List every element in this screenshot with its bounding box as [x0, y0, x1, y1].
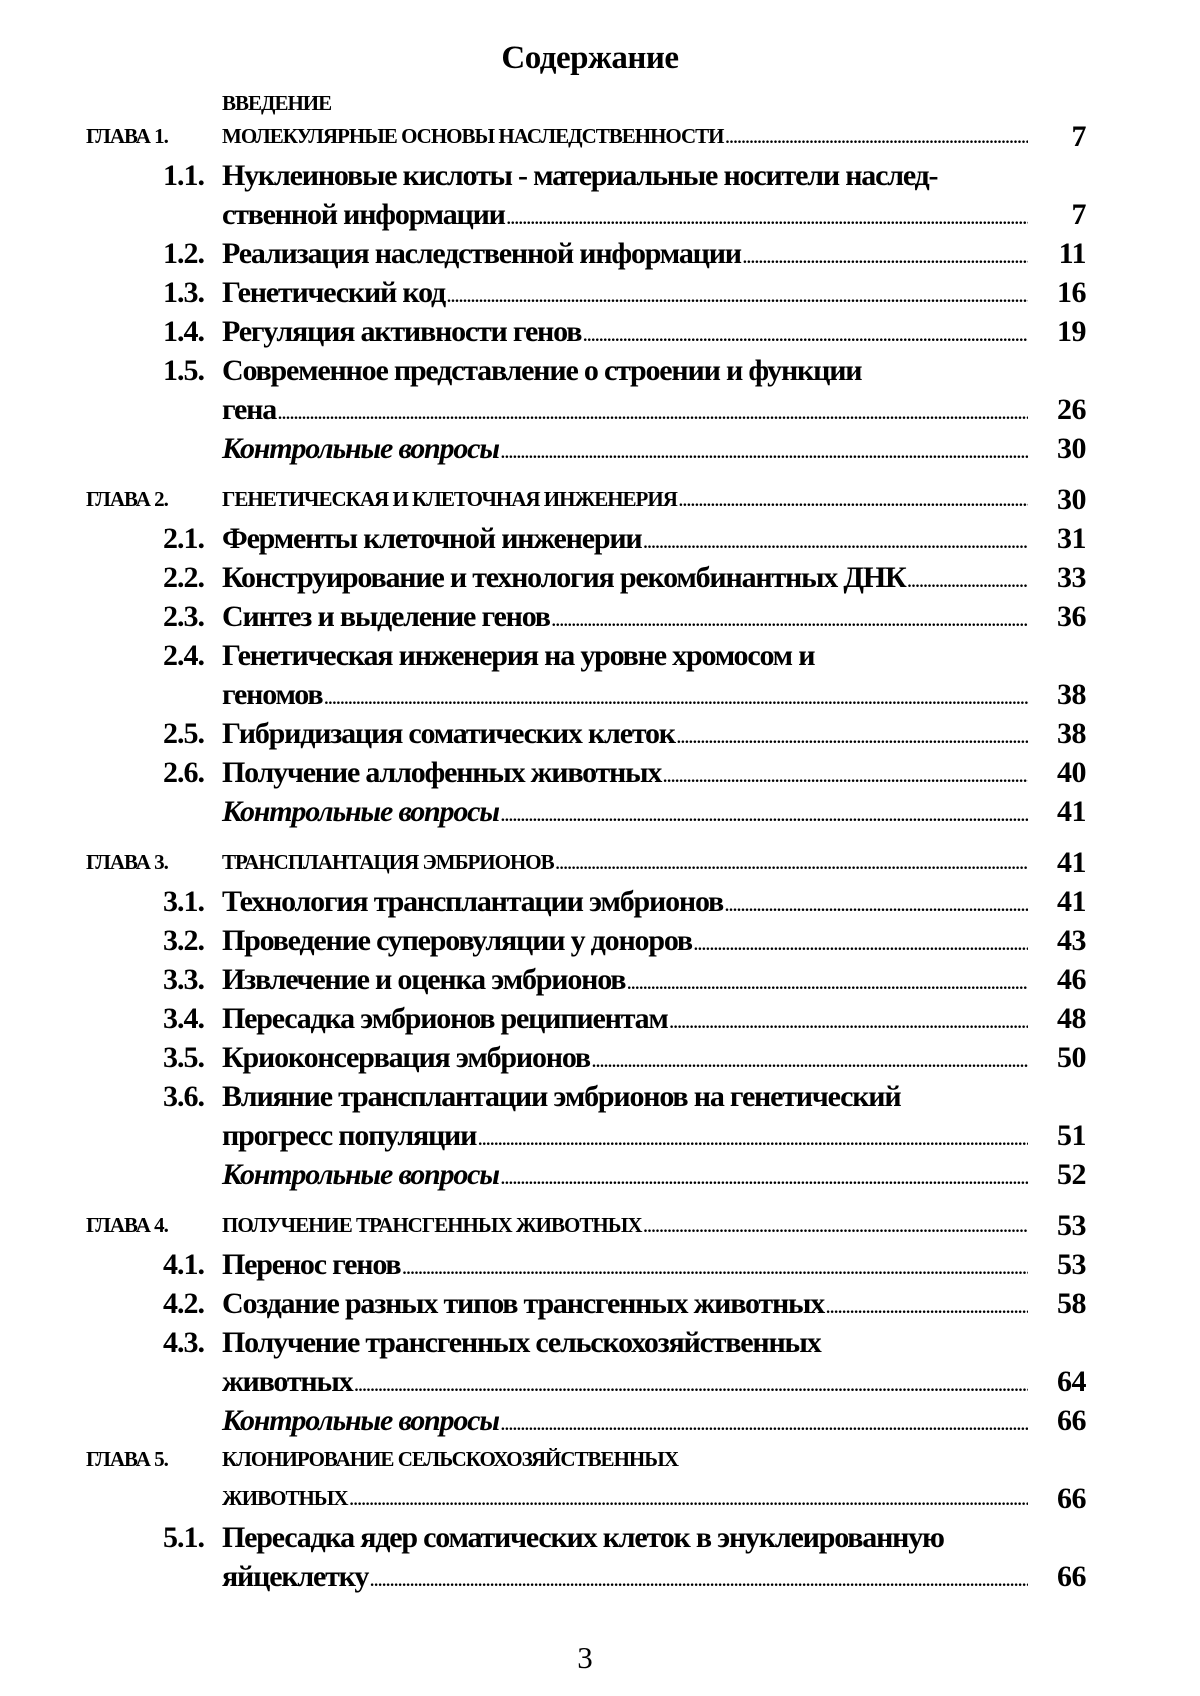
chapter-title: ГЕНЕТИЧЕСКАЯ И КЛЕТОЧНАЯ ИНЖЕНЕРИЯ	[222, 487, 677, 511]
toc-chapter-3[interactable]	[0, 843, 1200, 882]
toc-section-1-1-cont[interactable]	[0, 195, 1200, 234]
table-of-contents	[0, 84, 1200, 1596]
page-ref: 11	[1058, 237, 1086, 270]
section-number: 3.6.	[163, 1080, 204, 1113]
page-ref: 41	[1057, 846, 1086, 879]
page-ref: 51	[1057, 1119, 1086, 1152]
section-title: Извлечение и оценка эмбрионов	[222, 963, 626, 996]
dot-leader	[726, 119, 1028, 158]
section-number: 1.4.	[163, 315, 204, 348]
toc-section-1-2[interactable]	[0, 234, 1200, 273]
toc-section-3-2[interactable]	[0, 921, 1200, 960]
review-label: Контрольные вопросы	[222, 1404, 499, 1437]
toc-section-3-5[interactable]	[0, 1038, 1200, 1077]
page-ref: 66	[1057, 1404, 1086, 1437]
page-ref: 50	[1057, 1041, 1086, 1074]
page-ref: 16	[1057, 276, 1086, 309]
page-ref: 31	[1057, 522, 1086, 555]
page-ref: 64	[1057, 1365, 1086, 1398]
chapter-label: ГЛАВА 3.	[86, 850, 168, 874]
section-number: 1.5.	[163, 354, 204, 387]
page-ref: 19	[1057, 315, 1086, 348]
dot-leader	[370, 1562, 1028, 1601]
page-title: Содержание	[501, 40, 679, 76]
toc-chapter-4[interactable]	[0, 1206, 1200, 1245]
toc-chapter-5[interactable]	[0, 1440, 1200, 1479]
section-number: 5.1.	[163, 1521, 204, 1554]
section-number: 3.4.	[163, 1002, 204, 1035]
section-title: Криоконсервация эмбрионов	[222, 1041, 590, 1074]
page-ref: 41	[1057, 885, 1086, 918]
section-number: 2.1.	[163, 522, 204, 555]
section-title: Создание разных типов трансгенных животных	[222, 1287, 825, 1320]
toc-section-2-4[interactable]	[0, 636, 1200, 675]
dot-leader	[501, 434, 1028, 473]
dot-leader	[556, 845, 1028, 884]
page-ref: 38	[1057, 678, 1086, 711]
chapter-title: ПОЛУЧЕНИЕ ТРАНСГЕННЫХ ЖИВОТНЫХ	[222, 1213, 642, 1237]
toc-review-1[interactable]	[0, 429, 1200, 468]
dot-leader	[350, 1481, 1028, 1520]
section-number: 2.4.	[163, 639, 204, 672]
section-title: Генетическая инженерия на уровне хромосом и	[222, 639, 815, 672]
toc-chapter-2[interactable]	[0, 480, 1200, 519]
toc-review-2[interactable]	[0, 792, 1200, 831]
section-number: 1.2.	[163, 237, 204, 270]
section-title: Получение аллофенных животных	[222, 756, 662, 789]
toc-section-2-1[interactable]	[0, 519, 1200, 558]
page-ref: 52	[1057, 1158, 1086, 1191]
section-title-cont: гена	[222, 393, 277, 426]
page-ref: 53	[1057, 1248, 1086, 1281]
section-number: 3.1.	[163, 885, 204, 918]
toc-section-3-6[interactable]	[0, 1077, 1200, 1116]
dot-leader	[679, 482, 1028, 521]
toc-section-4-2[interactable]	[0, 1284, 1200, 1323]
section-title: Технология трансплантации эмбрионов	[222, 885, 724, 918]
section-title: Синтез и выделение генов	[222, 600, 550, 633]
toc-section-4-3[interactable]	[0, 1323, 1200, 1362]
section-title: Перенос генов	[222, 1248, 401, 1281]
review-label: Контрольные вопросы	[222, 1158, 499, 1191]
toc-section-3-3[interactable]	[0, 960, 1200, 999]
section-title: Влияние трансплантации эмбрионов на генетический	[222, 1080, 901, 1113]
chapter-label: ГЛАВА 1.	[86, 124, 168, 148]
section-title: Современное представление о строении и функции	[222, 354, 862, 387]
toc-section-1-5[interactable]	[0, 351, 1200, 390]
section-number: 3.5.	[163, 1041, 204, 1074]
toc-review-4[interactable]	[0, 1401, 1200, 1440]
section-title: Проведение суперовуляции у доноров	[222, 924, 692, 957]
dot-leader	[643, 1208, 1028, 1247]
toc-section-3-4[interactable]	[0, 999, 1200, 1038]
section-title: Регуляция активности генов	[222, 315, 582, 348]
page-ref: 30	[1057, 432, 1086, 465]
section-title: Генетический код	[222, 276, 446, 309]
page-ref: 36	[1057, 600, 1086, 633]
page-ref: 38	[1057, 717, 1086, 750]
page-ref: 66	[1057, 1560, 1086, 1593]
page-ref: 58	[1057, 1287, 1086, 1320]
section-number: 3.2.	[163, 924, 204, 957]
section-number: 4.1.	[163, 1248, 204, 1281]
toc-chapter-1[interactable]	[0, 117, 1200, 156]
toc-section-1-4[interactable]	[0, 312, 1200, 351]
section-number: 4.2.	[163, 1287, 204, 1320]
toc-section-2-4-cont[interactable]	[0, 675, 1200, 714]
section-title: Пересадка ядер соматических клеток в энуклеированную	[222, 1521, 944, 1554]
page-ref: 53	[1057, 1209, 1086, 1242]
section-title-cont: прогресс популяции	[222, 1119, 477, 1152]
section-title: Пересадка эмбрионов реципиентам	[222, 1002, 668, 1035]
chapter-label: ГЛАВА 2.	[86, 487, 168, 511]
page-ref: 33	[1057, 561, 1086, 594]
section-number: 1.1.	[163, 159, 204, 192]
chapter-title-cont: ЖИВОТНЫХ	[222, 1486, 348, 1510]
page-ref: 26	[1057, 393, 1086, 426]
toc-section-3-1[interactable]	[0, 882, 1200, 921]
toc-section-2-2[interactable]	[0, 558, 1200, 597]
section-title-cont: животных	[222, 1365, 353, 1398]
page-ref: 48	[1057, 1002, 1086, 1035]
toc-section-1-5-cont[interactable]	[0, 390, 1200, 429]
dot-leader	[501, 1160, 1028, 1199]
review-label: Контрольные вопросы	[222, 795, 499, 828]
chapter-title: МОЛЕКУЛЯРНЫЕ ОСНОВЫ НАСЛЕДСТВЕННОСТИ	[222, 124, 724, 148]
section-title: Ферменты клеточной инженерии	[222, 522, 642, 555]
section-title: Гибридизация соматических клеток	[222, 717, 675, 750]
chapter-label: ГЛАВА 5.	[86, 1447, 168, 1471]
section-number: 2.3.	[163, 600, 204, 633]
section-title-cont: яйцеклетку	[222, 1560, 369, 1593]
section-title-cont: ственной информации	[222, 198, 505, 231]
toc-section-2-6[interactable]	[0, 753, 1200, 792]
page-ref: 66	[1057, 1482, 1086, 1515]
toc-review-3[interactable]	[0, 1155, 1200, 1194]
page-ref: 30	[1057, 483, 1086, 516]
chapter-title: ТРАНСПЛАНТАЦИЯ ЭМБРИОНОВ	[222, 850, 554, 874]
page-number: 3	[577, 1640, 593, 1675]
section-title: Реализация наследственной информации	[222, 237, 741, 270]
toc-section-1-3[interactable]	[0, 273, 1200, 312]
chapter-title: КЛОНИРОВАНИЕ СЕЛЬСКОХОЗЯЙСТВЕННЫХ	[222, 1447, 679, 1471]
toc-section-4-1[interactable]	[0, 1245, 1200, 1284]
toc-section-5-1[interactable]	[0, 1518, 1200, 1557]
dot-leader	[501, 797, 1028, 836]
section-number: 3.3.	[163, 963, 204, 996]
page-ref: 40	[1057, 756, 1086, 789]
page-ref: 7	[1071, 120, 1086, 153]
section-number: 2.6.	[163, 756, 204, 789]
section-number: 1.3.	[163, 276, 204, 309]
review-label: Контрольные вопросы	[222, 432, 499, 465]
toc-chapter-5-cont[interactable]	[0, 1479, 1200, 1518]
section-number: 2.2.	[163, 561, 204, 594]
section-title-cont: геномов	[222, 678, 323, 711]
page-ref: 46	[1057, 963, 1086, 996]
page-ref: 43	[1057, 924, 1086, 957]
section-title: Нуклеиновые кислоты - материальные носители наслед-	[222, 159, 938, 192]
section-number: 4.3.	[163, 1326, 204, 1359]
toc-section-5-1-cont[interactable]	[0, 1557, 1200, 1596]
page-ref: 41	[1057, 795, 1086, 828]
toc-section-1-1[interactable]	[0, 156, 1200, 195]
section-title: Конструирование и технология рекомбинантных ДНК	[222, 561, 906, 594]
intro-label: ВВЕДЕНИЕ	[222, 91, 332, 115]
toc-section-3-6-cont[interactable]	[0, 1116, 1200, 1155]
toc-section-4-3-cont[interactable]	[0, 1362, 1200, 1401]
chapter-label: ГЛАВА 4.	[86, 1213, 168, 1237]
page-ref: 7	[1071, 198, 1086, 231]
section-title: Получение трансгенных сельскохозяйственных	[222, 1326, 821, 1359]
toc-section-2-3[interactable]	[0, 597, 1200, 636]
section-number: 2.5.	[163, 717, 204, 750]
toc-section-2-5[interactable]	[0, 714, 1200, 753]
toc-intro	[0, 84, 1200, 117]
